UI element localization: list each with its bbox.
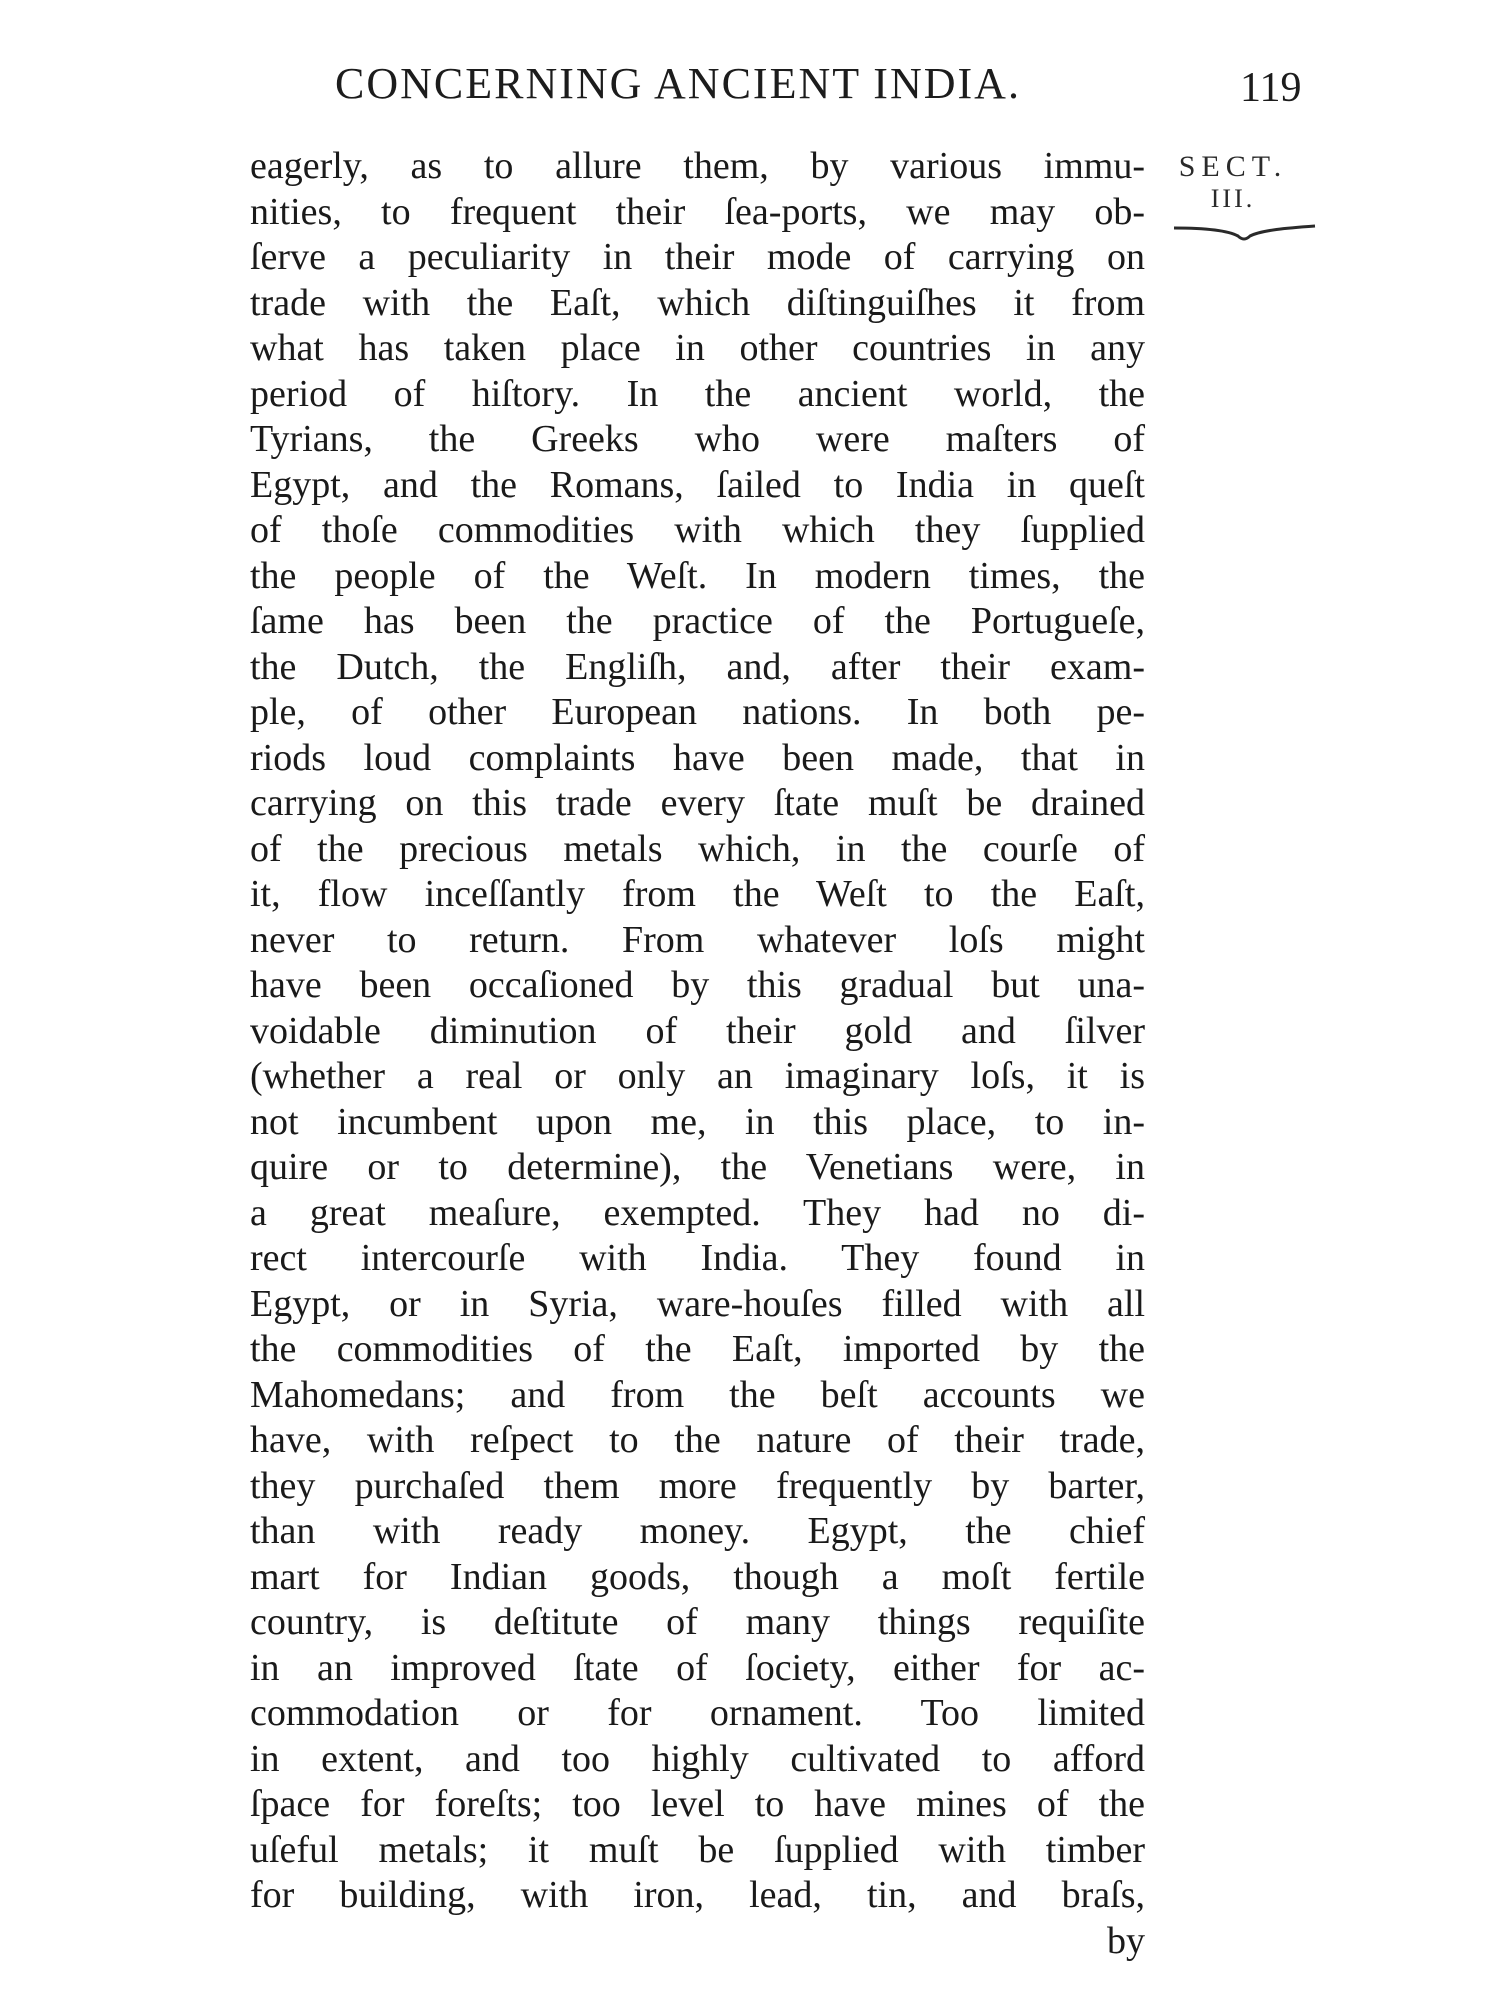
text-line: ple, of other European nations. In both pe- [250,691,1145,733]
text-line: the people of the Weſt. In modern times, the [250,554,1145,597]
text-line: riods loud complaints have been made, that in [250,736,1145,779]
text-line: for building, with iron, lead, tin, and braſs, [250,1874,1145,1916]
text-line: they purchaſed them more frequently by barter, [250,1464,1145,1507]
text-line: in extent, and too highly cultivated to afford [250,1737,1145,1780]
text-line: uſeful metals; it muſt be ſupplied with timber [250,1828,1145,1871]
text-line: eagerly, as to allure them, by various immu- [250,145,1145,187]
text-line: of the precious metals which, in the courſe of [250,827,1145,870]
text-line: trade with the Eaſt, which diſtinguiſhes it from [250,281,1145,324]
text-line: it, flow inceſſantly from the Weſt to the Eaſt, [250,873,1145,915]
text-line: what has taken place in other countries in any [250,327,1145,369]
page-number: 119 [1240,65,1302,111]
text-line: ſame has been the practice of the Portugueſe, [250,600,1145,642]
text-line: Tyrians, the Greeks who were maſters of [250,418,1145,460]
margin-note [1158,150,1308,214]
text-line: quire or to determine), the Venetians were, in [250,1146,1145,1188]
text-line: the commodities of the Eaſt, imported by the [250,1328,1145,1370]
margin-note-section: SECT. [1178,150,1288,183]
text-line: than with ready money. Egypt, the chief [250,1510,1145,1552]
text-line: in an improved ſtate of ſociety, either for ac- [250,1646,1145,1689]
text-line: Egypt, or in Syria, ware-houſes filled with all [250,1282,1145,1325]
text-line: Egypt, and the Romans, ſailed to India in queſt [250,463,1145,506]
text-line: rect intercourſe with India. They found in [250,1237,1145,1279]
text-line: (whether a real or only an imaginary loſs, it is [250,1055,1145,1097]
text-line: nities, to frequent their ſea-ports, we may ob- [250,190,1145,233]
catchword: by [1107,1919,1145,1962]
text-line: not incumbent upon me, in this place, to in- [250,1100,1145,1143]
text-line: a great meaſure, exempted. They had no di- [250,1191,1145,1234]
text-line: Mahomedans; and from the beſt accounts we [250,1373,1145,1416]
text-line: voidable diminution of their gold and ſilver [250,1009,1145,1052]
brace-icon [1172,222,1317,250]
text-line: the Dutch, the Engliſh, and, after their exam- [250,645,1145,688]
text-line: carrying on this trade every ſtate muſt be drained [250,782,1145,824]
text-line: have, with reſpect to the nature of their trade, [250,1419,1145,1461]
text-line: country, is deſtitute of many things requiſite [250,1601,1145,1643]
text-line: never to return. From whatever loſs might [250,918,1145,961]
running-title: CONCERNING ANCIENT INDIA. [335,59,1021,108]
margin-note-number: III. [1210,184,1256,213]
text-line: ſerve a peculiarity in their mode of carrying on [250,236,1145,278]
text-line: mart for Indian goods, though a moſt fertile [250,1555,1145,1598]
text-line: commodation or for ornament. Too limited [250,1692,1145,1734]
text-line: ſpace for foreſts; too level to have mines of the [250,1783,1145,1825]
text-line: have been occaſioned by this gradual but una- [250,964,1145,1006]
text-line: period of hiſtory. In the ancient world, the [250,372,1145,415]
body-text [250,144,1145,1964]
text-line: of thoſe commodities with which they ſupplied [250,509,1145,551]
